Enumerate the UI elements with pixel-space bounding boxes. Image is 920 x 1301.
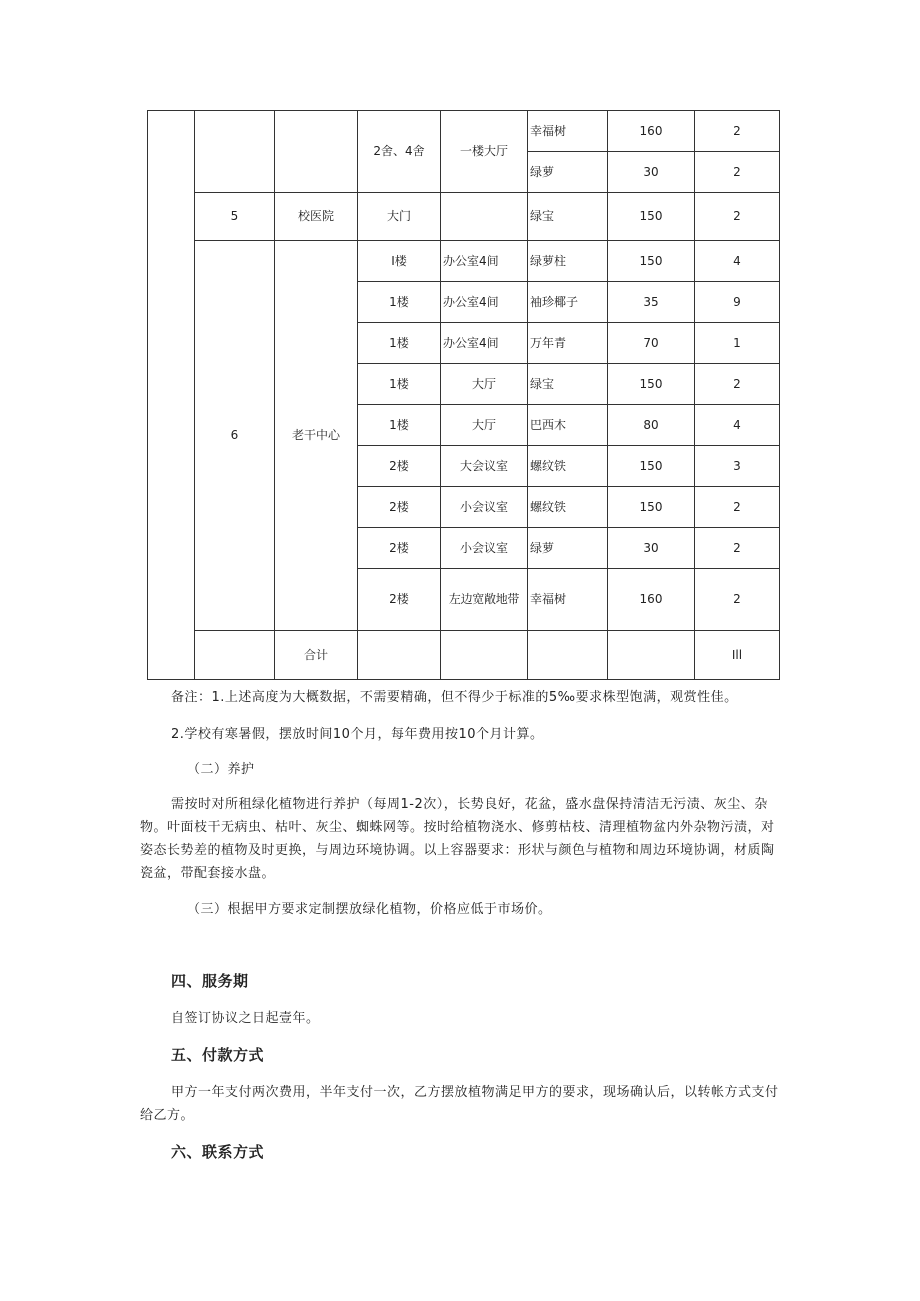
cell-spot: 大会议室 bbox=[441, 446, 528, 487]
cell-index: 6 bbox=[195, 241, 275, 631]
payment-heading: 五、付款方式 bbox=[171, 1046, 265, 1064]
contact-heading: 六、联系方式 bbox=[171, 1143, 265, 1161]
cell-height: 160 bbox=[608, 569, 695, 631]
cell-location: 1楼 bbox=[358, 323, 441, 364]
cell-location bbox=[358, 631, 441, 680]
cell-spot bbox=[441, 631, 528, 680]
cell-plant: 绿宝 bbox=[528, 193, 608, 241]
cell-location: 2舍、4舍 bbox=[358, 111, 441, 193]
cell-location: 1楼 bbox=[358, 282, 441, 323]
cell-location: 2楼 bbox=[358, 569, 441, 631]
cell-spot: 左边宽敞地带 bbox=[441, 569, 528, 631]
cell-spot: 办公室4间 bbox=[441, 323, 528, 364]
cell-plant: 绿宝 bbox=[528, 364, 608, 405]
cell-height: 150 bbox=[608, 487, 695, 528]
cell-height: 30 bbox=[608, 152, 695, 193]
cell-unit: 老干中心 bbox=[275, 241, 358, 631]
cell-plant: 巴西木 bbox=[528, 405, 608, 446]
cell-plant: 绿萝柱 bbox=[528, 241, 608, 282]
cell-count: 3 bbox=[695, 446, 780, 487]
cell-height: 150 bbox=[608, 364, 695, 405]
cell-location: 大门 bbox=[358, 193, 441, 241]
custom-note: （三）根据甲方要求定制摆放绿化植物，价格应低于市场价。 bbox=[187, 902, 552, 917]
cell-height: 30 bbox=[608, 528, 695, 569]
cell-spot: 办公室4间 bbox=[441, 241, 528, 282]
cell-plant bbox=[528, 631, 608, 680]
cell-height: 150 bbox=[608, 193, 695, 241]
care-body: 需按时对所租绿化植物进行养护（每周1-2次），长势良好，花盆，盛水盘保持清洁无污渍、灰尘、杂物。叶面枝干无病虫、枯叶、灰尘、蜘蛛网等。按时给植物浇水、修剪枯枝、清理植物盆内外杂物污渍，对姿态长势差的植物及时更换，与周边环境协调。以上容器要求：形状与颜色与植物和周边环境协调，材质陶瓷盆，带配套接水盘。 bbox=[140, 797, 775, 881]
cell-plant: 螺纹铁 bbox=[528, 446, 608, 487]
payment-body: 甲方一年支付两次费用，半年支付一次，乙方摆放植物满足甲方的要求，现场确认后，以转帐方式支付给乙方。 bbox=[140, 1085, 779, 1123]
cell-height: 160 bbox=[608, 111, 695, 152]
cell-count: 2 bbox=[695, 193, 780, 241]
table-row bbox=[148, 241, 780, 282]
cell-count: 1 bbox=[695, 323, 780, 364]
table-row bbox=[148, 193, 780, 241]
cell-height: 35 bbox=[608, 282, 695, 323]
cell-plant: 绿萝 bbox=[528, 528, 608, 569]
note-1: 备注：1.上述高度为大概数据，不需要精确，但不得少于标准的5‰要求株型饱满，观赏性佳。 bbox=[171, 690, 738, 705]
cell-spot: 办公室4间 bbox=[441, 282, 528, 323]
cell-spot: 大厅 bbox=[441, 364, 528, 405]
cell-plant: 幸福树 bbox=[528, 111, 608, 152]
total-label: 合计 bbox=[275, 631, 358, 680]
cell-unit: 校医院 bbox=[275, 193, 358, 241]
cell-count: 2 bbox=[695, 152, 780, 193]
cell-plant: 袖珍椰子 bbox=[528, 282, 608, 323]
cell-count: 9 bbox=[695, 282, 780, 323]
cell-location: 1楼 bbox=[358, 364, 441, 405]
care-title: （二）养护 bbox=[187, 762, 255, 777]
cell-spot: 小会议室 bbox=[441, 528, 528, 569]
cell-height: 70 bbox=[608, 323, 695, 364]
cell-count: 2 bbox=[695, 528, 780, 569]
cell-count: 2 bbox=[695, 569, 780, 631]
cell-plant: 万年青 bbox=[528, 323, 608, 364]
cell-index: 5 bbox=[195, 193, 275, 241]
cell-spot: 小会议室 bbox=[441, 487, 528, 528]
cell-height bbox=[608, 631, 695, 680]
cell-count: 2 bbox=[695, 111, 780, 152]
note-2: 2.学校有寒暑假，摆放时间10个月，每年费用按10个月计算。 bbox=[171, 727, 544, 742]
cell-count: 2 bbox=[695, 487, 780, 528]
cell-plant: 幸福树 bbox=[528, 569, 608, 631]
cell-spot bbox=[441, 193, 528, 241]
notes-section bbox=[140, 686, 782, 921]
plant-table bbox=[147, 110, 780, 680]
service-section bbox=[140, 970, 782, 1164]
left-margin-cell bbox=[148, 111, 195, 680]
cell-index bbox=[195, 631, 275, 680]
table-row bbox=[148, 111, 780, 152]
service-heading: 四、服务期 bbox=[171, 972, 249, 990]
cell-location: 1楼 bbox=[358, 405, 441, 446]
cell-unit bbox=[275, 111, 358, 193]
cell-spot: 大厅 bbox=[441, 405, 528, 446]
cell-height: 150 bbox=[608, 446, 695, 487]
cell-height: 150 bbox=[608, 241, 695, 282]
cell-location: 2楼 bbox=[358, 528, 441, 569]
table-total-row bbox=[148, 631, 780, 680]
cell-count: 4 bbox=[695, 241, 780, 282]
total-count: Ill bbox=[695, 631, 780, 680]
cell-index bbox=[195, 111, 275, 193]
cell-plant: 螺纹铁 bbox=[528, 487, 608, 528]
service-body: 自签订协议之日起壹年。 bbox=[171, 1011, 320, 1026]
cell-count: 2 bbox=[695, 364, 780, 405]
cell-count: 4 bbox=[695, 405, 780, 446]
cell-spot: 一楼大厅 bbox=[441, 111, 528, 193]
cell-location: 2楼 bbox=[358, 487, 441, 528]
cell-height: 80 bbox=[608, 405, 695, 446]
cell-plant: 绿萝 bbox=[528, 152, 608, 193]
cell-location: 2楼 bbox=[358, 446, 441, 487]
cell-location: I楼 bbox=[358, 241, 441, 282]
